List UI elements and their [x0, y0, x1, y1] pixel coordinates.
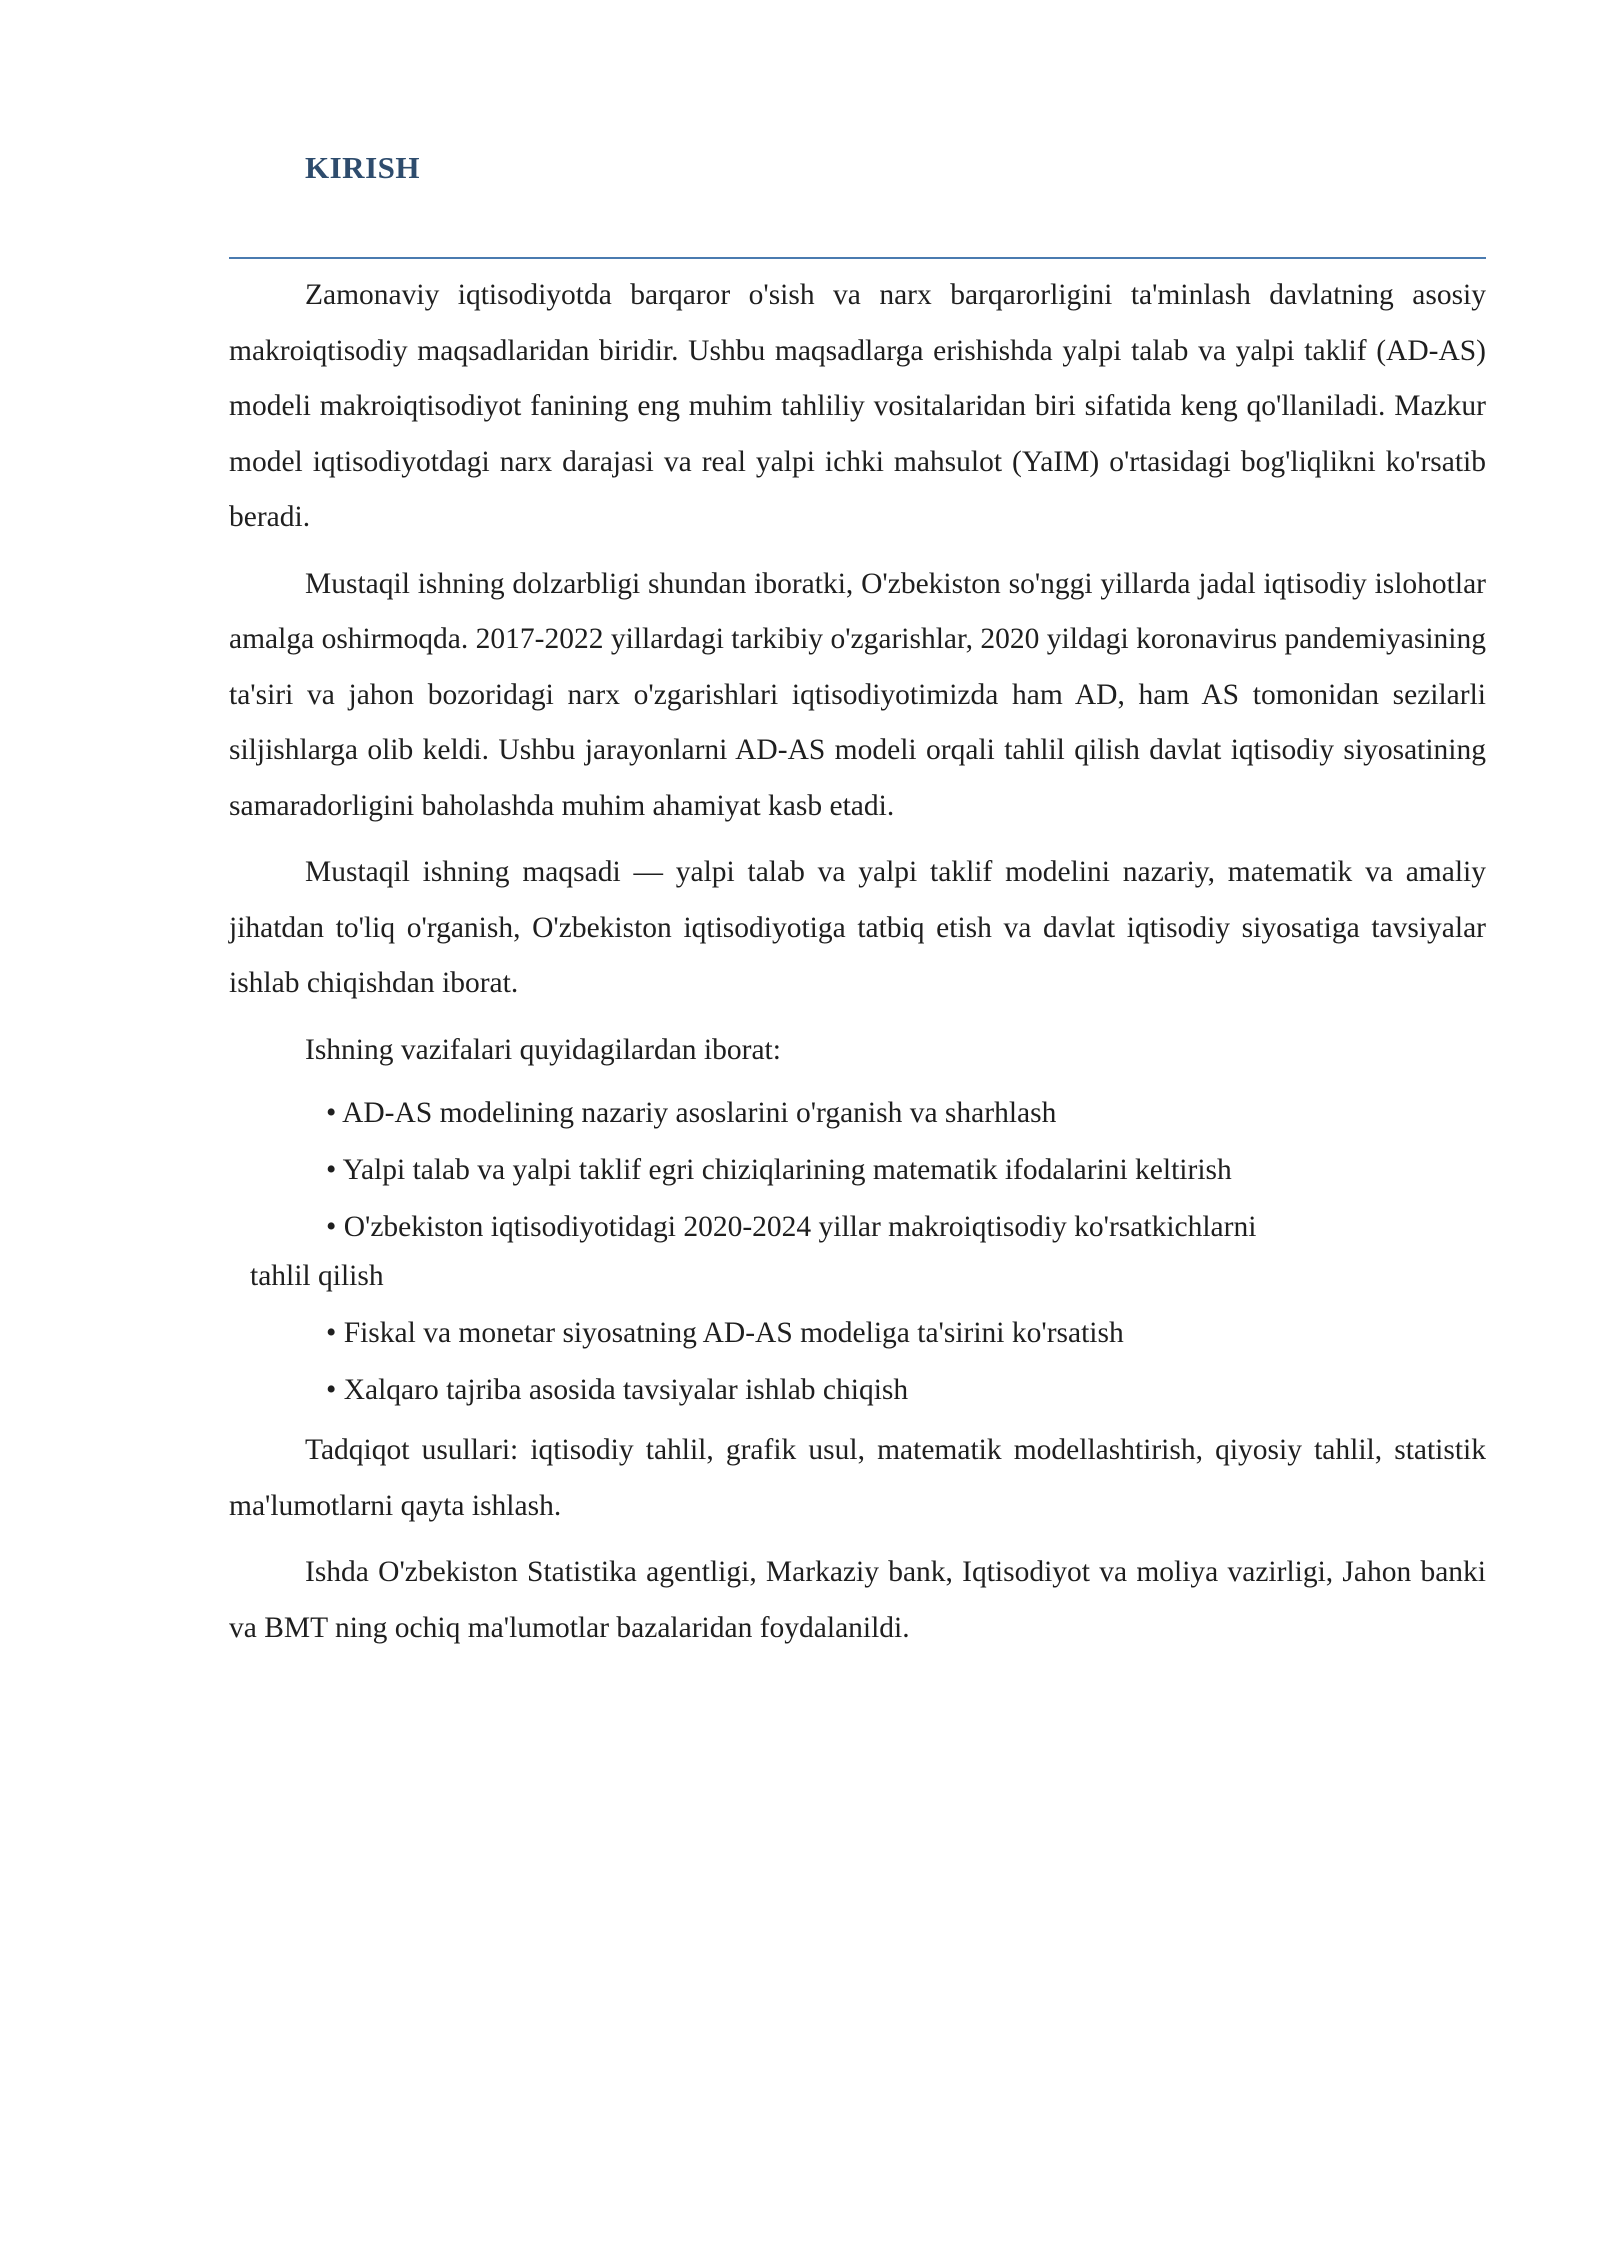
document-body [229, 268, 1486, 1667]
list-item [229, 1203, 1486, 1301]
tasks-list [229, 1089, 1486, 1415]
list-item [229, 1089, 1486, 1138]
heading-divider [229, 257, 1486, 259]
bullet-icon: • [326, 1097, 337, 1129]
paragraph-relevance: Mustaqil ishning dolzarbligi shundan iboratki, O'zbekiston so'nggi yillarda jadal iqtisodiy islohotlar amalga oshirmoqda. 2017-2022 yillardagi tarkibiy o'zgarishlar, 2020 yildagi koronavirus pandemiyasining ta'siri va jahon bozoridagi narx o'zgarishlari iqtisodiyotimizda ham AD, ham AS tomonidan sezilarli siljishlarga olib keldi. Ushbu jarayonlarni AD-AS modeli orqali tahlil qilish davlat iqtisodiy siyosatining samaradorligini baholashda muhim ahamiyat kasb etadi. [229, 567, 1486, 822]
list-item-text: AD-AS modelining nazariy asoslarini o'rganish va sharhlash [342, 1097, 1057, 1129]
paragraph-introduction: Zamonaviy iqtisodiyotda barqaror o'sish va narx barqarorligini ta'minlash davlatning asosiy makroiqtisodiy maqsadlaridan biridir. Ushbu maqsadlarga erishishda yalpi talab va yalpi taklif (AD-AS) modeli makroiqtisodiyot fanining eng muhim tahliliy vositalaridan biri sifatida keng qo'llaniladi. Mazkur model iqtisodiyotdagi narx darajasi va real yalpi ichki mahsulot (YaIM) o'rtasidagi bog'liqlikni ko'rsatib beradi. [229, 279, 1486, 533]
list-item [229, 1366, 1486, 1415]
paragraph-goal: Mustaqil ishning maqsadi — yalpi talab va yalpi taklif modelini nazariy, matematik va amaliy jihatdan to'liq o'rganish, O'zbekiston iqtisodiyotiga tatbiq etish va davlat iqtisodiy siyosatiga tavsiyalar ishlab chiqishdan iborat. [229, 856, 1486, 999]
list-item-text: O'zbekiston iqtisodiyotidagi 2020-2024 yillar makroiqtisodiy ko'rsatkichlarni [343, 1211, 1257, 1243]
list-item-text: Yalpi talab va yalpi taklif egri chiziqlarining matematik ifodalarini keltirish [342, 1154, 1232, 1186]
list-item-text-continuation: tahlil qilish [250, 1260, 384, 1292]
bullet-icon: • [326, 1317, 337, 1349]
list-item-text: Fiskal va monetar siyosatning AD-AS modeliga ta'sirini ko'rsatish [343, 1317, 1124, 1349]
bullet-icon: • [326, 1374, 337, 1406]
list-item [229, 1146, 1486, 1195]
bullet-icon: • [326, 1211, 337, 1243]
section-heading: KIRISH [305, 150, 420, 185]
paragraph-tasks-intro: Ishning vazifalari quyidagilardan iborat: [305, 1033, 781, 1066]
list-item [229, 1309, 1486, 1358]
list-item-text: Xalqaro tajriba asosida tavsiyalar ishlab chiqish [343, 1374, 909, 1406]
paragraph-sources: Ishda O'zbekiston Statistika agentligi, Markaziy bank, Iqtisodiyot va moliya vazirligi, Jahon banki va BMT ning ochiq ma'lumotlar bazalaridan foydalanildi. [229, 1556, 1486, 1644]
bullet-icon: • [326, 1154, 337, 1186]
paragraph-methods: Tadqiqot usullari: iqtisodiy tahlil, grafik usul, matematik modellashtirish, qiyosiy tahlil, statistik ma'lumotlarni qayta ishlash. [229, 1434, 1486, 1522]
